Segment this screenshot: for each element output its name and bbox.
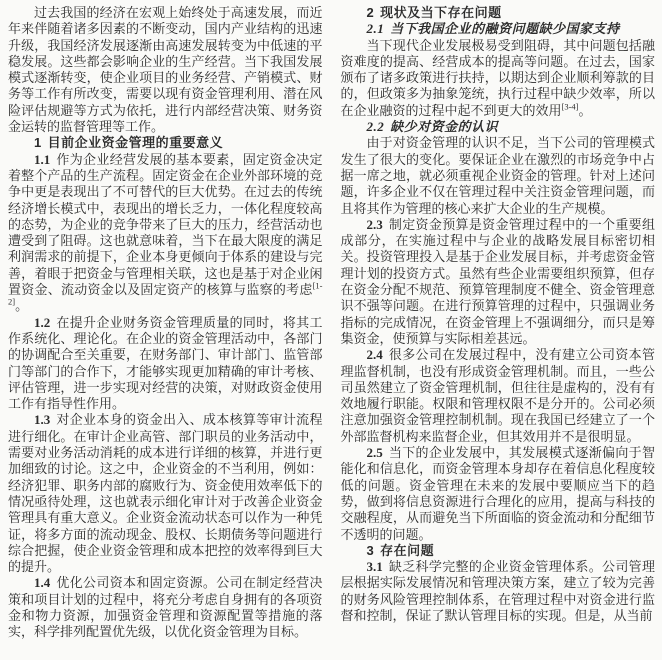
- citation-superscript: [3-4]: [561, 101, 579, 112]
- paragraph-number: 1.3: [34, 412, 51, 428]
- paragraph-number: 2: [366, 5, 375, 20]
- body-paragraph: 1.2 在提升企业财务资金管理质量的同时，将其工作系统化、理论化。在企业的资金管理活动中，各部门的协调配合至关重要，在财务部门、审计部门、监管部门等部门的合作下，才能够实现更加精确的审计考核、评估管理，进一步实现对经营的决策，对财政资金使用工作有指导性作用。: [8, 314, 323, 412]
- paragraph-number: 2.2: [366, 119, 385, 135]
- paragraph-number: 2.5: [366, 445, 383, 461]
- paragraph-number: 3.1: [366, 559, 383, 575]
- subsection-heading: 2.2 缺少对资金的认识: [366, 119, 499, 135]
- paragraph-number: 2.1: [366, 21, 385, 37]
- paragraph-number: 1.1: [34, 151, 51, 167]
- body-paragraph: 2.4 很多公司在发展过程中，没有建立公司资本管理监督机制，也没有形成资金管理机制。而且，一些公司虽然建立了资金管理机制，但往往是虚构的，没有有效地履行职能。权限和管理权限不是分开的。公司必须注意加强资金管理控制机制。现在我国已经建立了一个外部监督机构来监督企业，但其效用并不是很明显。: [340, 347, 655, 444]
- text-column-left: [8, 5, 323, 656]
- section-heading: 2 现状及当下存在问题: [366, 5, 502, 20]
- body-paragraph: 1.3 对企业本身的资金出入、成本核算等审计流程进行细化。在审计企业高管、部门职员的业务活动中，需要对业务活动消耗的成本进行详细的核算，并进行更加细致的讨论。这之中，企业资金的不当利用，例如：经济犯罪、职务内部的腐败行为、资金使用效率低下的情况亟待处理，这也就表示细化审计对于改善企业资金管理具有重大意义。企业资金流动状态可以作为一种凭证，将多方面的流动现金、股权、长期债务等问题进行综合把握，使企业资金管理和成本把控的效率得到巨大的提升。: [8, 412, 323, 575]
- body-paragraph: 1.4 优化公司资本和固定资源。公司在制定经营决策和项目计划的过程中，将充分考虑自身拥有的各项资金和物力资源，加强资金管理和资源配置等措施的落实，科学排列配置优先级，以优化资金管理为目标。: [8, 575, 323, 640]
- body-paragraph: 由于对资金管理的认识不足，当下公司的管理模式发生了很大的变化。要保证企业在激烈的市场竞争中占据一席之地，就必须重视企业资金的管理。针对上述问题，许多企业不仅在管理过程中关注资金管理问题，而且将其作为管理的核心来扩大企业的生产规模。: [340, 135, 655, 216]
- paragraph-number: 1: [34, 135, 42, 151]
- body-paragraph: 当下现代企业发展极易受到阻碍，其中问题包括融资难度的提高、经营成本的提高等问题。在过去，国家颁布了诸多政策进行扶持，以期达到企业顺利筹款的目的，但政策多为抽象笼统，执行过程中缺少效率，所以在企业融资的过程中起不到更大的效用[3-4]。: [340, 37, 655, 118]
- paragraph-number: 2.3: [366, 216, 383, 232]
- paragraph-number: 3: [366, 542, 375, 558]
- body-paragraph: 2.5 当下的企业发展中，其发展模式逐渐偏向于智能化和信息化，而资金管理本身却存在着信息化程度较低的问题。资金管理在未来的发展中要顺应当下的趋势，做到将信息资源进行合理化的应用，提高与科技的交融程度，从而避免当下所面临的资金流动和分配细节不透明的问题。: [340, 445, 655, 542]
- section-heading: 3 存在问题: [366, 542, 435, 558]
- paragraph-number: 1.4: [34, 575, 51, 591]
- text-column-right: [341, 5, 656, 656]
- body-paragraph: 过去我国的经济在宏观上始终处于高速发展，而近年来伴随着诸多因素的不断变动，国内产业结构的迅速升级，我国经济发展逐渐由高速发展转变为中低速的平稳发展。这些都会影响企业的生产经营。当下我国发展模式逐渐转变，使企业项目的业务经营、产销模式、财务等工作有所改变，需要以现有资金管理利用、潜在风险评估规避等方式为依托，进行内部经营决策、财务资金运转的监督管理等工作。: [8, 5, 323, 135]
- body-paragraph: 1.1 作为企业经营发展的基本要素，固定资金决定着整个产品的生产流程。固定资金在企业外部环境的竞争中更是表现出了不可替代的巨大优势。在过去的传统经济增长模式中，表现出的增长乏力，一体化程度较高的态势，为企业的竞争带来了巨大的压力，经营活动也遭受到了阻碍。这也就意味着，当下在最大限度的满足利润需求的前提下，企业本身更倾向于体系的建设与完善，着眼于把资金与管理相关联，这也是基于对企业闲置资金、流动资金以及固定资产的核算与监察的考虑[1-2]。: [8, 151, 323, 314]
- body-paragraph: 3.1 缺乏科学完整的企业资金管理体系。公司管理层根据实际发展情况和管理决策方案，建立了较为完善的财务风险管理控制体系，在管理过程中对资金进行监督和控制，保证了默认管理目标的实现。但是，从当前: [340, 559, 655, 623]
- paragraph-number: 1.2: [34, 314, 51, 330]
- section-heading: 1 目前企业资金管理的重要意义: [34, 135, 224, 151]
- citation-superscript: [1-2]: [8, 280, 323, 308]
- subsection-heading: 2.1 当下我国企业的融资问题缺少国家支持: [366, 21, 620, 37]
- body-paragraph: 2.3 制定资金预算是资金管理过程中的一个重要组成部分，在实施过程中与企业的战略发展目标密切相关。投资管理投入是基于企业发展目标，并考虑资金管理计划的投资方式。虽然有些企业需要组织预算，但存在资金分配不规范、预算管理制度不健全、资金管理意识不强等问题。在进行预算管理的过程中，只强调业务指标的完成情况，在资金管理上不强调细分，而只是筹集资金，使预算与实际相差甚远。: [340, 216, 655, 346]
- paragraph-number: 2.4: [366, 347, 383, 363]
